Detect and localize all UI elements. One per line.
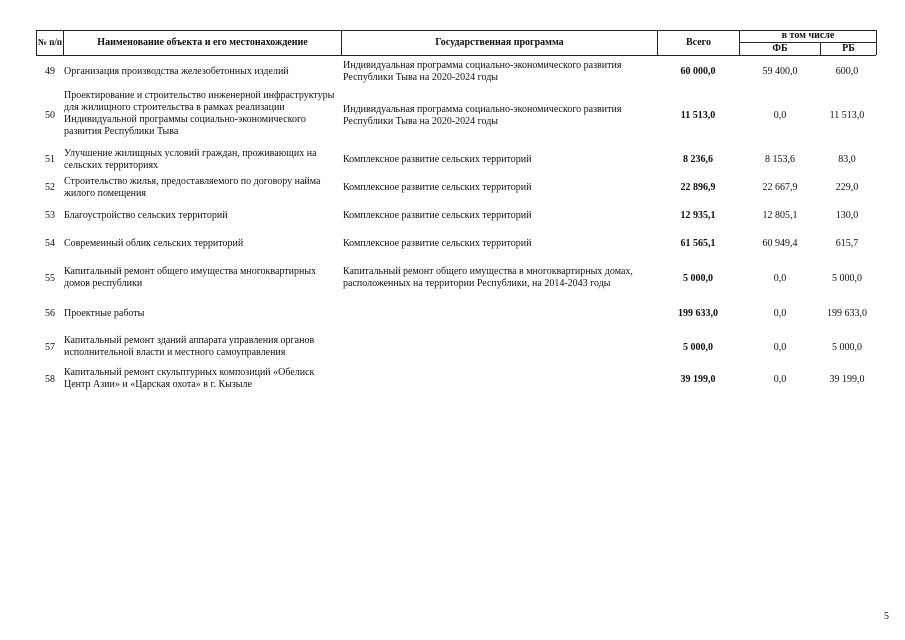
- row-total: 60 000,0: [680, 66, 716, 77]
- row-object-name: Капитальный ремонт скульптурных композиций «Обелиск Центр Азии» и «Царская охота» в г. Кызыле: [64, 367, 315, 390]
- header-num: № п/п: [37, 37, 63, 47]
- row-rb: 39 199,0: [829, 374, 865, 385]
- row-rb: 130,0: [835, 210, 859, 221]
- row-fb: 0,0: [773, 110, 787, 121]
- row-total: 22 896,9: [680, 182, 716, 193]
- row-rb: 11 513,0: [829, 110, 865, 121]
- row-fb: 59 400,0: [762, 66, 798, 77]
- row-total: 5 000,0: [683, 342, 713, 353]
- row-program: Комплексное развитие сельских территорий: [343, 238, 532, 249]
- row-program: Комплексное развитие сельских территорий: [343, 154, 532, 165]
- row-number: 56: [45, 308, 55, 319]
- row-number: 50: [45, 110, 55, 121]
- row-rb: 5 000,0: [832, 342, 862, 353]
- row-number: 58: [45, 374, 55, 385]
- row-rb: 615,7: [835, 238, 859, 249]
- row-object-name: Организация производства железобетонных изделий: [64, 66, 289, 77]
- header-program: Государственная программа: [435, 37, 564, 48]
- row-rb: 229,0: [835, 182, 859, 193]
- row-object-name: Строительство жилья, предоставляемого по договору найма жилого помещения: [64, 176, 321, 199]
- row-object-name: Улучшение жилищных условий граждан, проживающих на сельских территориях: [64, 148, 317, 171]
- row-rb: 5 000,0: [832, 273, 862, 284]
- header-total: Всего: [686, 37, 711, 48]
- row-object-name: Проектирование и строительство инженерной инфраструктуры для жилищного строительства в рамках реализации Индивидуальной программы социально-экономического развития Республики Тыва: [64, 90, 335, 137]
- row-number: 54: [45, 238, 55, 249]
- row-object-name: Современный облик сельских территорий: [64, 238, 244, 249]
- header-bottom-border: [36, 55, 876, 56]
- row-fb: 0,0: [773, 342, 787, 353]
- row-program: Комплексное развитие сельских территорий: [343, 182, 532, 193]
- page-number: 5: [884, 611, 889, 622]
- row-total: 11 513,0: [680, 110, 716, 121]
- row-fb: 0,0: [773, 273, 787, 284]
- row-object-name: Капитальный ремонт общего имущества многоквартирных домов республики: [64, 266, 317, 289]
- header-fb: ФБ: [772, 43, 788, 54]
- row-fb: 60 949,4: [762, 238, 798, 249]
- row-fb: 8 153,6: [765, 154, 795, 165]
- row-total: 5 000,0: [683, 273, 713, 284]
- row-total: 61 565,1: [680, 238, 716, 249]
- row-total: 39 199,0: [680, 374, 716, 385]
- row-number: 53: [45, 210, 55, 221]
- row-fb: 0,0: [773, 308, 787, 319]
- row-program: Комплексное развитие сельских территорий: [343, 210, 532, 221]
- row-total: 12 935,1: [680, 210, 716, 221]
- row-fb: 12 805,1: [762, 210, 798, 221]
- row-number: 55: [45, 273, 55, 284]
- header-group: в том числе: [781, 30, 835, 41]
- row-total: 199 633,0: [678, 308, 718, 319]
- row-rb: 83,0: [838, 154, 856, 165]
- row-fb: 0,0: [773, 374, 787, 385]
- row-program: Индивидуальная программа социально-экономического развития Республики Тыва на 2020-2024 годы: [343, 60, 622, 83]
- header-border-right: [876, 30, 877, 55]
- row-rb: 199 633,0: [827, 308, 867, 319]
- header-rb: РБ: [842, 43, 855, 54]
- row-total: 8 236,6: [683, 154, 713, 165]
- row-number: 57: [45, 342, 55, 353]
- row-program: Капитальный ремонт общего имущества в многоквартирных домах, расположенных на территории Республики, на 2014-2043 годы: [343, 266, 633, 289]
- header-name: Наименование объекта и его местонахождение: [97, 37, 308, 48]
- row-number: 51: [45, 154, 55, 165]
- row-number: 49: [45, 66, 55, 77]
- row-rb: 600,0: [835, 66, 859, 77]
- row-fb: 22 667,9: [762, 182, 798, 193]
- row-object-name: Благоустройство сельских территорий: [64, 210, 228, 221]
- row-object-name: Капитальный ремонт зданий аппарата управления органов исполнительной власти и местного самоуправления: [64, 335, 315, 358]
- row-number: 52: [45, 182, 55, 193]
- row-object-name: Проектные работы: [64, 308, 145, 319]
- row-program: Индивидуальная программа социально-экономического развития Республики Тыва на 2020-2024 годы: [343, 104, 622, 127]
